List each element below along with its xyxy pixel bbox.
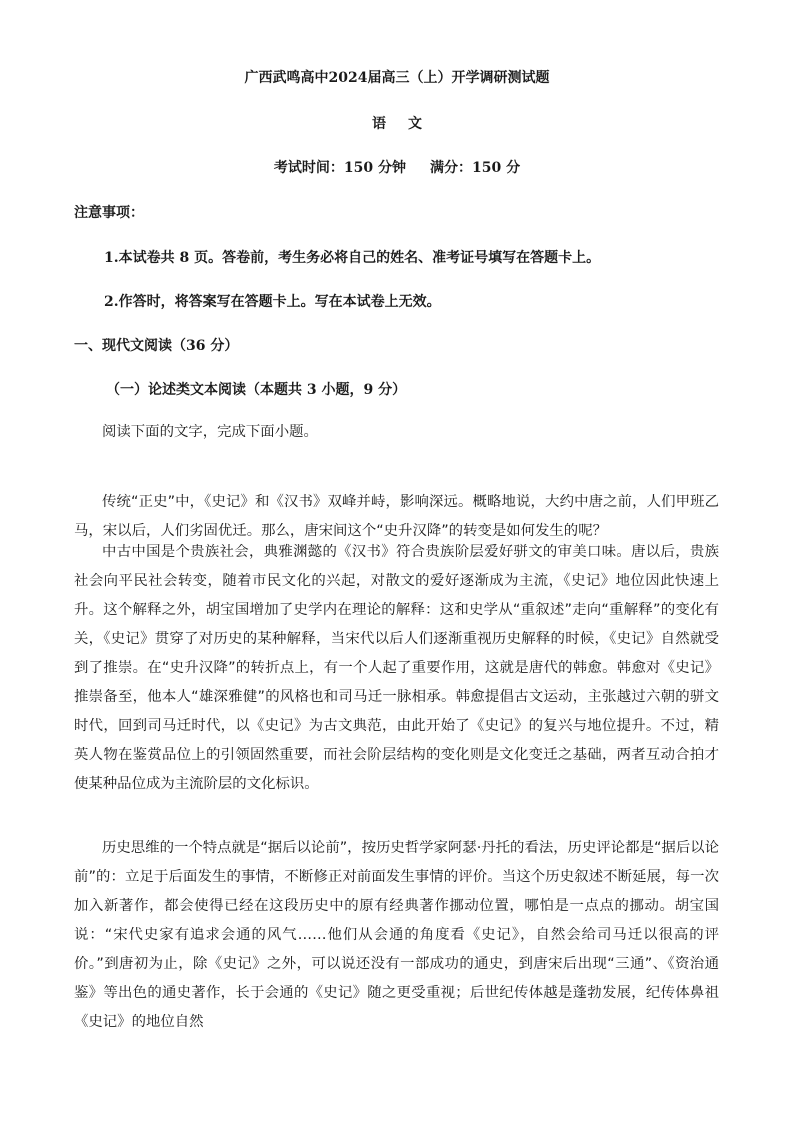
section-subheading: （一）论述类文本阅读（本题共 3 小题，9 分） xyxy=(106,382,407,398)
full-score: 满分：150 分 xyxy=(430,160,521,176)
notice-heading: 注意事项： xyxy=(74,205,144,221)
exam-title: 广西武鸣高中2024届高三（上）开学调研测试题 xyxy=(244,70,550,86)
passage-paragraph-3: 历史思维的一个特点就是“据后以论前”，按历史哲学家阿瑟·丹托的看法，历史评论都是“据后以论前”的：立足于后面发生的事情，不断修正对前面发生事情的评价。当这个历史叙述不断延展，每一次加入新著作，都会使得已经在这段历史中的原有经典著作挪动位置，哪怕是一点点的挪动。胡宝国说：“宋代史家有追求会通的风气……他们从会通的角度看《史记》，自然会给司马迁以很高的评价。”到唐初为止，除《史记》之外，可以说还没有一部成功的通史，到唐宋后出现“三通”、《资治通鉴》等出色的通史著作，长于会通的《史记》随之更受重视；后世纪传体越是蓬勃发展，纪传体鼻祖《史记》的地位自然 xyxy=(74,840,719,1030)
subject-label: 语文 xyxy=(372,116,444,132)
notice-item-2: 2.作答时，将答案写在答题卡上。写在本试卷上无效。 xyxy=(104,294,441,310)
notice-item-1: 1.本试卷共 8 页。答卷前，考生务必将自己的姓名、准考证号填写在答题卡上。 xyxy=(104,250,601,266)
section-heading: 一、现代文阅读（36 分） xyxy=(74,338,239,354)
exam-time: 考试时间：150 分钟 xyxy=(273,160,406,176)
exam-info xyxy=(0,157,794,177)
passage-intro: 阅读下面的文字，完成下面小题。 xyxy=(102,424,318,440)
passage-paragraph-2: 中古中国是个贵族社会，典雅渊懿的《汉书》符合贵族阶层爱好骈文的审美口味。唐以后，贵族社会向平民社会转变，随着市民文化的兴起，对散文的爱好逐渐成为主流，《史记》地位因此快速上升。这个解释之外，胡宝国增加了史学内在理论的解释：这和史学从“重叙述”走向“重解释”的变化有关，《史记》贯穿了对历史的某种解释，当宋代以后人们逐渐重视历史解释的时候，《史记》自然就受到了推崇。在“史升汉降”的转折点上，有一个人起了重要作用，这就是唐代的韩愈。韩愈对《史记》推崇备至，他本人“雄深雅健”的风格也和司马迁一脉相承。韩愈提倡古文运动，主张越过六朝的骈文时代，回到司马迁时代，以《史记》为古文典范，由此开始了《史记》的复兴与地位提升。不过，精英人物在鉴赏品位上的引领固然重要，而社会阶层结构的变化则是文化变迁之基础，两者互动合拍才使某种品位成为主流阶层的文化标识。 xyxy=(74,544,719,792)
passage-paragraph-1: 传统“正史”中，《史记》和《汉书》双峰并峙，影响深远。概略地说，大约中唐之前，人们甲班乙马，宋以后，人们劣固优迁。那么，唐宋间这个“史升汉降”的转变是如何发生的呢？ xyxy=(74,494,719,539)
